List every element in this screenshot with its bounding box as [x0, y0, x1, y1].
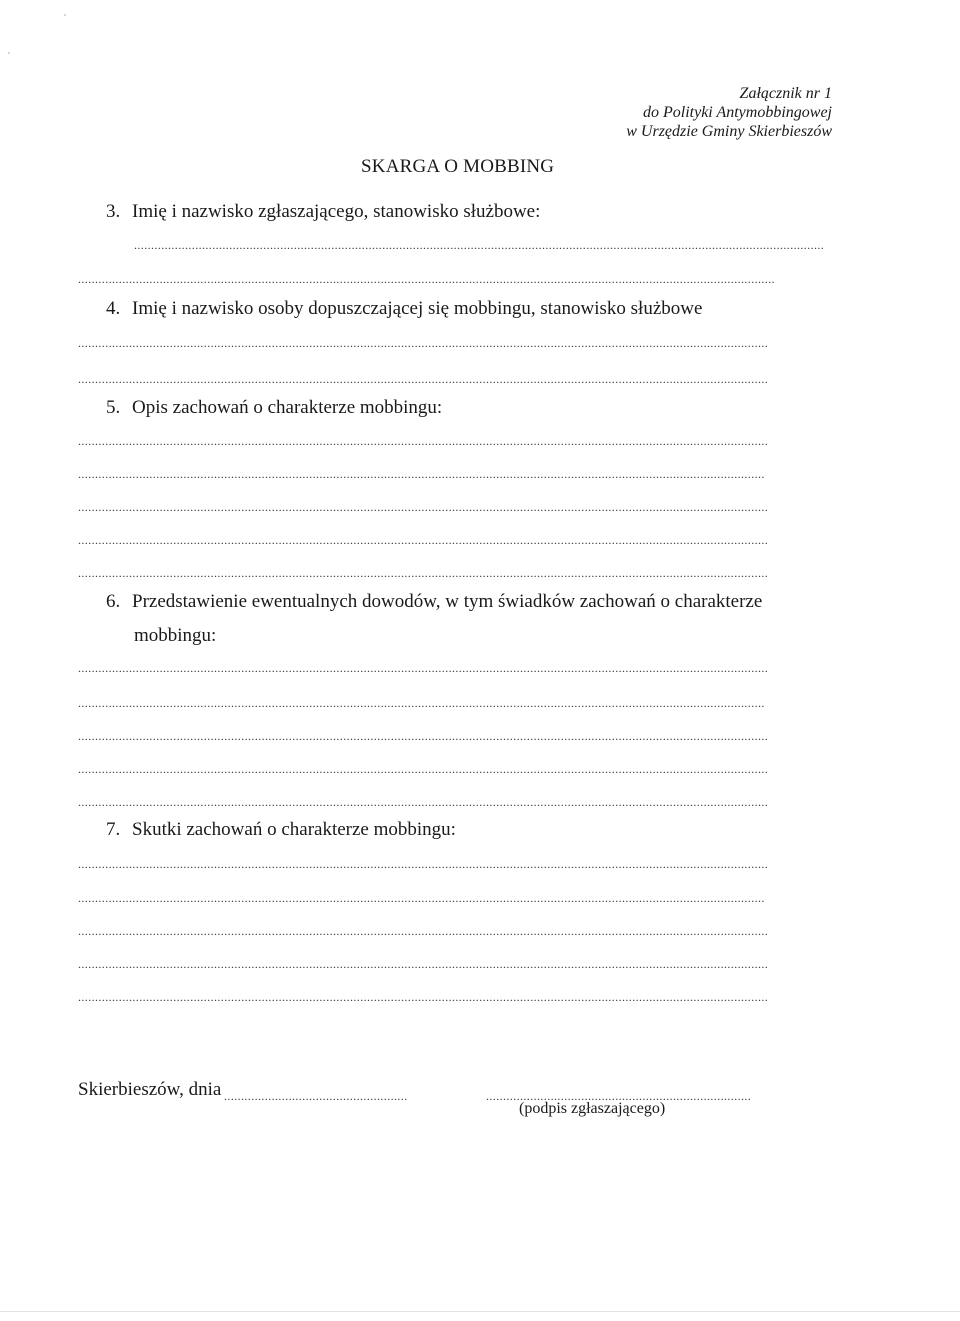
- item-text: Opis zachowań o charakterze mobbingu:: [132, 397, 443, 418]
- item-7-label: [106, 819, 456, 841]
- item-number: 6.: [106, 591, 121, 612]
- item-text: Imię i nazwisko zgłaszającego, stanowisko służbowe:: [132, 201, 541, 222]
- annex-line-1: Załącznik nr 1: [739, 85, 832, 102]
- item-number: 5.: [106, 397, 121, 418]
- fill-line[interactable]: ...........................................................................................................................................................................................................: [78, 500, 769, 514]
- annex-line-3: w Urzędzie Gminy Skierbieszów: [626, 123, 832, 140]
- item-5-label: [106, 397, 442, 419]
- item-text: Przedstawienie ewentualnych dowodów, w tym świadków zachowań o charakterze: [132, 591, 763, 612]
- fill-line[interactable]: ..........................................................................................................................................................................................................: [78, 891, 765, 905]
- item-4-label: [106, 298, 702, 320]
- fill-line[interactable]: ...........................................................................................................................................................................................................: [78, 533, 769, 547]
- signature-fill-line[interactable]: ..............................................................................: [486, 1089, 752, 1103]
- fill-line[interactable]: ...........................................................................................................................................................................................................: [78, 924, 769, 938]
- annex-header: [626, 84, 832, 141]
- fill-line[interactable]: ...........................................................................................................................................................................................................: [134, 238, 825, 252]
- item-number: 4.: [106, 298, 121, 319]
- scan-speck: [64, 14, 66, 16]
- item-3-label: [106, 201, 540, 223]
- item-number: 3.: [106, 201, 121, 222]
- fill-line[interactable]: ...........................................................................................................................................................................................................: [78, 795, 769, 809]
- fill-line[interactable]: ...........................................................................................................................................................................................................: [78, 957, 769, 971]
- place-date-label: Skierbieszów, dnia: [78, 1079, 222, 1100]
- fill-line[interactable]: ...........................................................................................................................................................................................................: [78, 372, 769, 386]
- signature-caption: (podpis zgłaszającego): [519, 1100, 666, 1117]
- annex-line-2: do Polityki Antymobbingowej: [642, 104, 832, 121]
- fill-line[interactable]: ...........................................................................................................................................................................................................: [78, 990, 769, 1004]
- item-text: Imię i nazwisko osoby dopuszczającej się mobbingu, stanowisko służbowe: [132, 298, 703, 319]
- item-6-continuation: mobbingu:: [134, 625, 217, 646]
- fill-line[interactable]: ...........................................................................................................................................................................................................: [78, 566, 769, 580]
- fill-line[interactable]: ...........................................................................................................................................................................................................: [78, 661, 769, 675]
- fill-line[interactable]: ...........................................................................................................................................................................................................: [78, 857, 769, 871]
- fill-line[interactable]: ...........................................................................................................................................................................................................: [78, 434, 769, 448]
- fill-line[interactable]: ...........................................................................................................................................................................................................: [78, 729, 769, 743]
- scan-speck: [8, 52, 10, 54]
- page-bottom-edge: [0, 1311, 960, 1312]
- item-number: 7.: [106, 819, 121, 840]
- fill-line[interactable]: ...........................................................................................................................................................................................................: [78, 336, 769, 350]
- fill-line[interactable]: ..........................................................................................................................................................................................................: [78, 467, 765, 481]
- document-title: SKARGA O MOBBING: [361, 156, 555, 177]
- fill-line[interactable]: .............................................................................................................................................................................................................: [78, 272, 775, 286]
- item-6-label: [106, 591, 762, 613]
- fill-line[interactable]: ...........................................................................................................................................................................................................: [78, 762, 769, 776]
- item-text: Skutki zachowań o charakterze mobbingu:: [132, 819, 456, 840]
- date-fill-line[interactable]: ......................................................: [224, 1089, 408, 1103]
- fill-line[interactable]: ..........................................................................................................................................................................................................: [78, 696, 765, 710]
